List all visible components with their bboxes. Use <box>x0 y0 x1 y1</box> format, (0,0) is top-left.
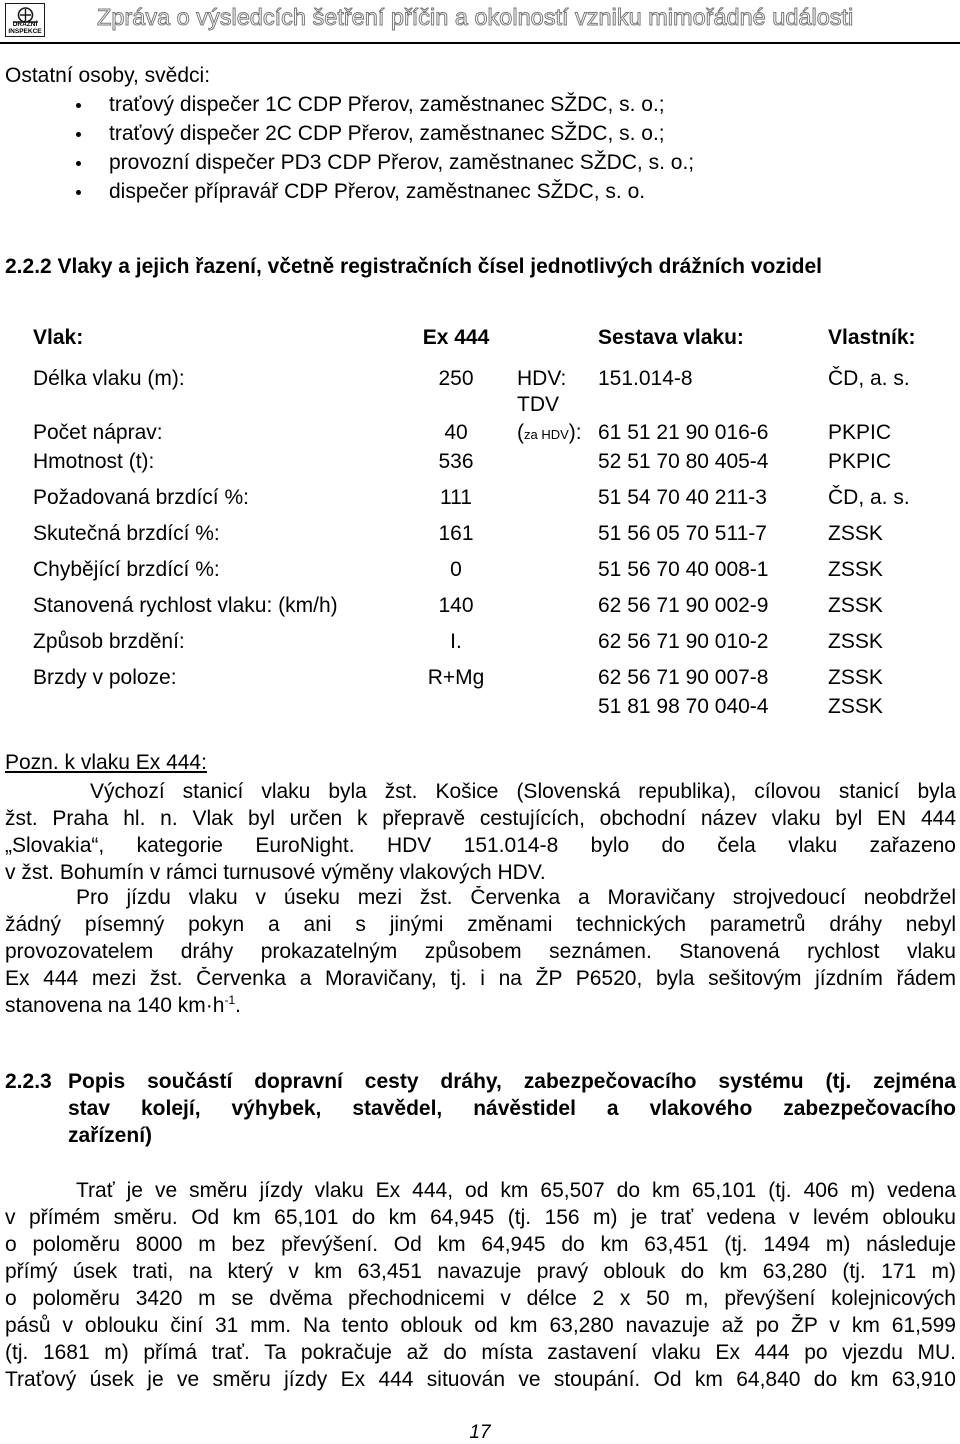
table-row-label: Počet náprav: <box>33 421 163 444</box>
bullet-icon <box>76 103 81 108</box>
table-row-vehicle: 51 56 70 40 008-1 <box>598 558 769 581</box>
table-row-owner: PKPIC <box>828 421 892 444</box>
drazni-inspekce-logo <box>5 3 45 37</box>
table-row-side: HDV: <box>517 367 567 390</box>
table-row-owner: PKPIC <box>828 450 892 473</box>
note-line: Ex 444 mezi žst. Červenka a Moravičany, tj. i na ŽP P6520, byla sešitovým jízdním řádem <box>5 967 956 990</box>
table-row-vehicle: 62 56 71 90 010-2 <box>598 630 769 653</box>
table-header-train-value: Ex 444 <box>422 326 490 349</box>
table-row-label: Požadovaná brzdící %: <box>33 486 249 509</box>
bullet-icon <box>76 190 81 195</box>
witness-item: traťový dispečer 1C CDP Přerov, zaměstnanec SŽDC, s. o.; <box>109 93 665 116</box>
table-row-value: 140 <box>438 594 474 617</box>
witness-item: traťový dispečer 2C CDP Přerov, zaměstnanec SŽDC, s. o.; <box>109 122 665 145</box>
body-line: (tj. 1681 m) přímá trať. Ta pokračuje až do místa zastavení vlaku Ex 444 po vjezdu MU. <box>5 1341 956 1364</box>
table-row-label: Hmotnost (t): <box>33 450 155 473</box>
note-line: žst. Praha hl. n. Vlak byl určen k přepravě cestujících, obchodní název vlaku byl EN 444 <box>5 807 956 830</box>
note-line: stanovena na 140 $km\cdot h^{-1}$. <box>5 993 241 1017</box>
table-row-label: Stanovená rychlost vlaku: (km/h) <box>33 594 338 617</box>
body-line: o poloměru 3420 m se dvěma přechodnicemi v délce 2 x 50 m, převýšení kolejnicových <box>5 1287 956 1310</box>
section-heading-2-2-3: Popis součástí dopravní cesty dráhy, zabezpečovacího systému (tj. zejména <box>68 1070 956 1093</box>
section-heading-2-2-3: zařízení) <box>68 1124 153 1147</box>
table-row-vehicle: 61 51 21 90 016-6 <box>598 421 769 444</box>
logo-text: DRÁŽNÍ INSPEKCE <box>8 21 42 35</box>
header-divider <box>0 42 960 44</box>
table-row-value: 111 <box>440 486 472 509</box>
table-row-owner: ZSSK <box>828 594 883 617</box>
table-header-consist: Sestava vlaku: <box>598 326 744 349</box>
table-row-owner: ZSSK <box>828 695 883 718</box>
body-line: v přímém směru. Od km 65,101 do km 64,945 (tj. 156 m) je trať vedena v levém oblouku <box>5 1206 956 1229</box>
note-line: provozovatelem dráhy prokazatelným způsobem seznámen. Stanovená rychlost vlaku <box>5 940 956 963</box>
witness-item: dispečer přípravář CDP Přerov, zaměstnanec SŽDC, s. o. <box>109 180 646 203</box>
note-line: „Slovakia“, kategorie EuroNight. HDV 151.014-8 bylo do čela vlaku zařazeno <box>5 834 956 857</box>
body-line: přímý úsek trati, na který v km 63,451 navazuje pravý oblouk do km 63,280 (tj. 171 m) <box>5 1260 956 1283</box>
bullet-icon <box>76 161 81 166</box>
page-header <box>0 0 960 42</box>
table-row-value: R+Mg <box>427 666 485 689</box>
table-row-vehicle: 51 81 98 70 040-4 <box>598 695 769 718</box>
bullet-icon <box>76 132 81 137</box>
body-line: o poloměru 8000 m bez převýšení. Od km 64,945 do km 63,451 (tj. 1494 m) následuje <box>5 1233 956 1256</box>
table-row-vehicle: 51 54 70 40 211-3 <box>598 486 767 509</box>
table-row-label: Brzdy v poloze: <box>33 666 177 689</box>
table-row-value: 250 <box>438 367 474 390</box>
body-line: Traťový úsek je ve směru jízdy Ex 444 situován ve stoupání. Od km 64,840 do km 63,910 <box>5 1368 956 1391</box>
table-row-vehicle: 62 56 71 90 007-8 <box>598 666 769 689</box>
table-row-owner: ČD, a. s. <box>828 486 910 509</box>
section-heading-2-2-2: 2.2.2 Vlaky a jejich řazení, včetně registračních čísel jednotlivých drážních vozidel <box>5 255 823 278</box>
table-row-side: (za HDV): <box>517 421 582 444</box>
table-row-vehicle: 151.014-8 <box>598 367 693 390</box>
table-row-value: 536 <box>438 450 474 473</box>
table-row-vehicle: 62 56 71 90 002-9 <box>598 594 769 617</box>
note-line: žádný písemný pokyn a ani s jinými změnami technických parametrů dráhy nebyl <box>5 913 956 936</box>
table-row-owner: ZSSK <box>828 666 883 689</box>
table-row-owner: ČD, a. s. <box>828 367 910 390</box>
table-row-side: TDV <box>517 393 559 416</box>
table-row-value: I. <box>450 630 462 653</box>
table-row-owner: ZSSK <box>828 522 883 545</box>
header-title: Zpráva o výsledcích šetření příčin a okolností vzniku mimořádné události <box>97 4 854 30</box>
witness-item: provozní dispečer PD3 CDP Přerov, zaměstnanec SŽDC, s. o.; <box>109 151 695 174</box>
table-row-value: 40 <box>444 421 468 444</box>
witnesses-heading: Ostatní osoby, svědci: <box>5 64 211 87</box>
note-line: v žst. Bohumín v rámci turnusové výměny vlakových HDV. <box>5 861 546 884</box>
table-header-train-label: Vlak: <box>33 326 84 349</box>
note-line: Výchozí stanicí vlaku byla žst. Košice (Slovenská republika), cílovou stanicí byla <box>90 780 956 803</box>
section-heading-2-2-3: stav kolejí, výhybek, stavědel, návěstidel a vlakového zabezpečovacího <box>68 1097 956 1120</box>
body-line: Trať je ve směru jízdy vlaku Ex 444, od km 65,507 do km 65,101 (tj. 406 m) vedena <box>76 1179 956 1202</box>
table-row-vehicle: 52 51 70 80 405-4 <box>598 450 769 473</box>
table-row-owner: ZSSK <box>828 630 883 653</box>
table-row-value: 0 <box>450 558 462 581</box>
table-header-owner: Vlastník: <box>828 326 916 349</box>
table-row-value: 161 <box>438 522 474 545</box>
table-row-vehicle: 51 56 05 70 511-7 <box>598 522 767 545</box>
table-row-label: Skutečná brzdící %: <box>33 522 220 545</box>
section-number-2-2-3: 2.2.3 <box>5 1070 52 1093</box>
note-line: Pro jízdu vlaku v úseku mezi žst. Červenka a Moravičany strojvedoucí neobdržel <box>76 886 956 909</box>
body-line: pásů v oblouku činí 31 mm. Na tento oblouk od km 63,280 navazuje až po ŽP v km 61,599 <box>5 1314 956 1337</box>
table-row-owner: ZSSK <box>828 558 883 581</box>
page-number: 17 <box>469 1422 491 1443</box>
note-heading: Pozn. k vlaku Ex 444: <box>5 751 207 774</box>
table-row-label: Způsob brzdění: <box>33 630 185 653</box>
table-row-label: Délka vlaku (m): <box>33 367 185 390</box>
table-row-label: Chybějící brzdící %: <box>33 558 220 581</box>
